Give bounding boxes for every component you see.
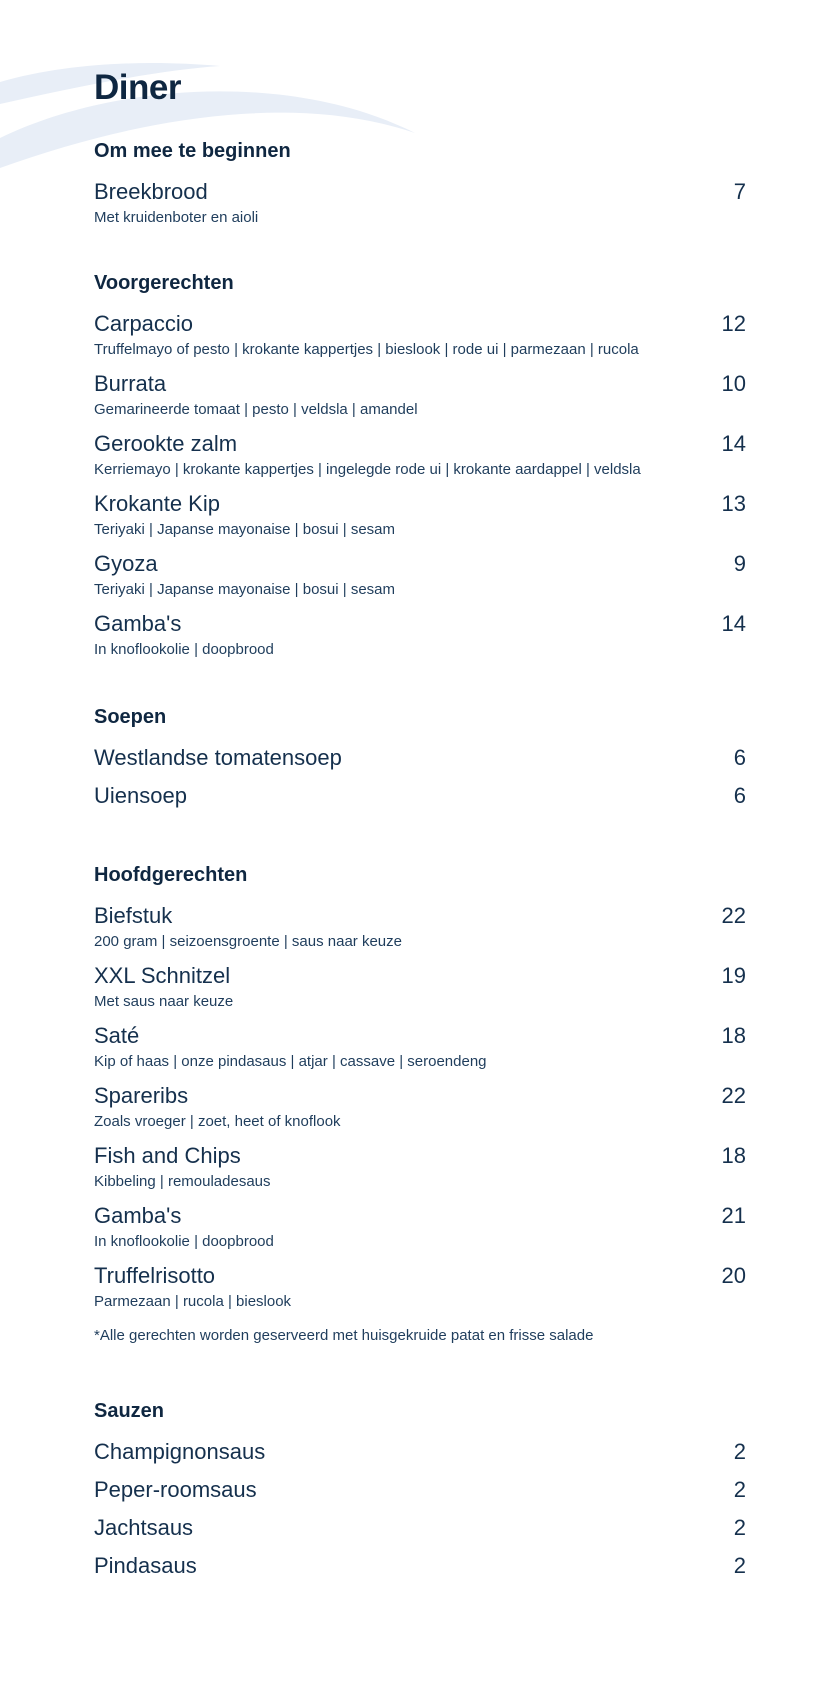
page-title: Diner bbox=[94, 68, 181, 107]
item-description: In knoflookolie | doopbrood bbox=[94, 1233, 274, 1250]
item-price: 2 bbox=[733, 1553, 746, 1578]
item-name: XXL Schnitzel bbox=[94, 963, 231, 988]
appetizers-list bbox=[94, 310, 746, 670]
item-price: 20 bbox=[721, 1263, 746, 1288]
item-name: Champignonsaus bbox=[94, 1439, 266, 1464]
menu-item-jachtsaus bbox=[94, 1514, 746, 1552]
item-price: 13 bbox=[721, 491, 746, 516]
item-name: Uiensoep bbox=[94, 783, 187, 808]
sauces-list bbox=[94, 1438, 746, 1590]
section-appetizers bbox=[94, 270, 746, 670]
item-price: 7 bbox=[733, 179, 746, 204]
section-title-sauces: Sauzen bbox=[94, 1400, 165, 1422]
item-name: Gyoza bbox=[94, 551, 158, 576]
item-name: Krokante Kip bbox=[94, 491, 220, 516]
menu-item-peper-roomsaus bbox=[94, 1476, 746, 1514]
menu-item-biefstuk bbox=[94, 902, 746, 962]
item-name: Truffelrisotto bbox=[94, 1263, 216, 1288]
menu-item-carpaccio bbox=[94, 310, 746, 370]
item-price: 10 bbox=[721, 371, 746, 396]
section-starters bbox=[94, 138, 746, 238]
menu-item-gambas-main bbox=[94, 1202, 746, 1262]
section-mains bbox=[94, 862, 746, 1346]
menu-item-uiensoep bbox=[94, 782, 746, 820]
item-price: 12 bbox=[721, 311, 746, 336]
menu-item-pindasaus bbox=[94, 1552, 746, 1590]
item-price: 18 bbox=[721, 1023, 746, 1048]
item-name: Pindasaus bbox=[94, 1553, 197, 1578]
menu-item-westlandse-tomatensoep bbox=[94, 744, 746, 782]
section-sauces bbox=[94, 1398, 746, 1590]
mains-footnote: *Alle gerechten worden geserveerd met huisgekruide patat en frisse salade bbox=[94, 1327, 594, 1344]
menu-item-xxl-schnitzel bbox=[94, 962, 746, 1022]
item-description: 200 gram | seizoensgroente | saus naar keuze bbox=[94, 933, 402, 950]
section-title-mains: Hoofdgerechten bbox=[94, 864, 248, 886]
menu-item-gambas-starter bbox=[94, 610, 746, 670]
menu-item-breekbrood bbox=[94, 178, 746, 238]
item-name: Burrata bbox=[94, 371, 167, 396]
item-price: 19 bbox=[721, 963, 746, 988]
item-price: 6 bbox=[733, 745, 746, 770]
item-price: 2 bbox=[733, 1515, 746, 1540]
menu-item-gyoza bbox=[94, 550, 746, 610]
item-description: Zoals vroeger | zoet, heet of knoflook bbox=[94, 1113, 341, 1130]
item-description: Gemarineerde tomaat | pesto | veldsla | amandel bbox=[94, 401, 418, 418]
item-description: Teriyaki | Japanse mayonaise | bosui | sesam bbox=[94, 581, 395, 598]
soups-list bbox=[94, 744, 746, 820]
item-name: Gamba's bbox=[94, 1203, 182, 1228]
menu-item-fish-and-chips bbox=[94, 1142, 746, 1202]
menu-item-truffelrisotto bbox=[94, 1262, 746, 1322]
item-description: Truffelmayo of pesto | krokante kappertjes | bieslook | rode ui | parmezaan | rucola bbox=[94, 341, 639, 358]
menu-item-krokante-kip bbox=[94, 490, 746, 550]
item-name: Westlandse tomatensoep bbox=[94, 745, 342, 770]
item-price: 9 bbox=[733, 551, 746, 576]
menu-item-sate bbox=[94, 1022, 746, 1082]
item-price: 22 bbox=[721, 903, 746, 928]
item-name: Peper-roomsaus bbox=[94, 1477, 257, 1502]
item-description: Kibbeling | remouladesaus bbox=[94, 1173, 271, 1190]
item-price: 22 bbox=[721, 1083, 746, 1108]
starters-list bbox=[94, 178, 746, 238]
item-description: In knoflookolie | doopbrood bbox=[94, 641, 274, 658]
item-name: Spareribs bbox=[94, 1083, 189, 1108]
item-name: Fish and Chips bbox=[94, 1143, 241, 1168]
item-name: Biefstuk bbox=[94, 903, 173, 928]
item-description: Parmezaan | rucola | bieslook bbox=[94, 1293, 292, 1310]
item-price: 21 bbox=[721, 1203, 746, 1228]
section-title-starters: Om mee te beginnen bbox=[94, 140, 291, 162]
menu-item-burrata bbox=[94, 370, 746, 430]
item-price: 2 bbox=[733, 1439, 746, 1464]
item-name: Gerookte zalm bbox=[94, 431, 238, 456]
item-price: 14 bbox=[721, 611, 746, 636]
menu-item-spareribs bbox=[94, 1082, 746, 1142]
item-description: Teriyaki | Japanse mayonaise | bosui | sesam bbox=[94, 521, 395, 538]
item-price: 2 bbox=[733, 1477, 746, 1502]
section-title-soups: Soepen bbox=[94, 706, 167, 728]
item-description: Met saus naar keuze bbox=[94, 993, 234, 1010]
item-price: 6 bbox=[733, 783, 746, 808]
item-description: Kip of haas | onze pindasaus | atjar | cassave | seroendeng bbox=[94, 1053, 487, 1070]
item-name: Saté bbox=[94, 1023, 140, 1048]
item-name: Jachtsaus bbox=[94, 1515, 194, 1540]
item-price: 14 bbox=[721, 431, 746, 456]
item-name: Gamba's bbox=[94, 611, 182, 636]
item-description: Kerriemayo | krokante kappertjes | ingelegde rode ui | krokante aardappel | veldsla bbox=[94, 461, 641, 478]
menu-item-champignonsaus bbox=[94, 1438, 746, 1476]
item-name: Carpaccio bbox=[94, 311, 194, 336]
item-name: Breekbrood bbox=[94, 179, 208, 204]
section-title-appetizers: Voorgerechten bbox=[94, 272, 234, 294]
mains-list bbox=[94, 902, 746, 1322]
section-soups bbox=[94, 704, 746, 820]
menu-item-gerookte-zalm bbox=[94, 430, 746, 490]
item-price: 18 bbox=[721, 1143, 746, 1168]
item-description: Met kruidenboter en aioli bbox=[94, 209, 259, 226]
